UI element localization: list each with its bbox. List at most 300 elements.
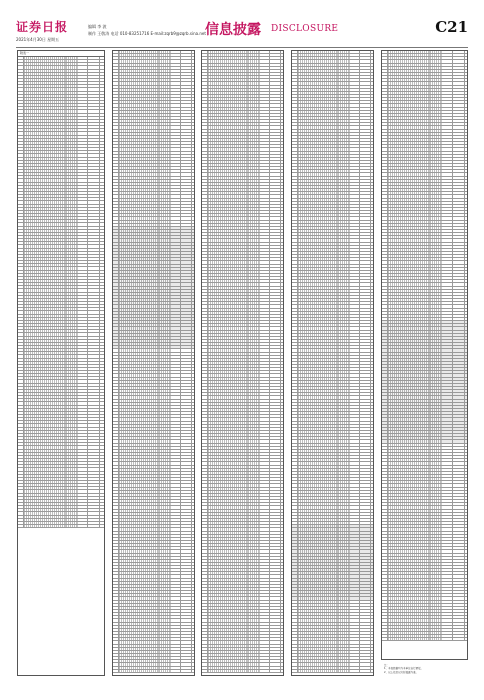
table-cell [88,377,100,379]
table-cell [171,202,181,204]
table-cell [119,309,159,311]
newspaper-logo: 证券日报 [16,20,69,34]
table-cell [171,327,181,329]
table-cell [208,246,248,248]
table-cell [78,453,88,455]
table-cell [171,400,181,402]
table-cell [430,111,442,113]
table-cell [270,120,281,122]
table-cell [350,619,360,621]
table-cell [159,660,171,662]
table-cell [388,258,430,260]
table-cell [270,199,281,201]
table-cell [171,381,181,383]
table-cell [119,519,159,521]
table-cell [88,261,100,263]
table-cell [78,136,88,138]
table-cell [350,654,360,656]
table-cell [66,277,78,279]
table-cell [430,117,442,119]
table-cell [430,265,442,267]
table-cell [88,63,100,65]
table-cell [260,271,270,273]
table-cell [88,296,100,298]
table-cell [248,626,260,628]
table-cell [159,252,171,254]
table-cell [159,663,171,665]
table-cell [270,503,281,505]
table-cell [208,233,248,235]
table-cell [78,92,88,94]
table-cell [248,651,260,653]
table-cell [181,648,192,650]
table-cell [442,104,453,106]
table-cell [248,183,260,185]
table-cell [338,180,350,182]
table-cell [350,453,360,455]
table-cell [248,158,260,160]
table-cell [350,572,360,574]
table-cell [260,626,270,628]
table-cell [338,227,350,229]
table-cell [208,299,248,301]
table-cell [430,318,442,320]
table-cell [171,579,181,581]
table-cell [78,424,88,426]
table-cell [360,334,371,336]
table-cell [119,607,159,609]
table-cell [88,330,100,332]
table-cell [181,409,192,411]
table-cell [350,510,360,512]
table-cell [430,274,442,276]
table-cell [171,641,181,643]
table-cell [270,368,281,370]
table-cell [270,337,281,339]
table-cell [171,522,181,524]
table-cell [88,456,100,458]
table-cell [66,311,78,313]
table-cell [248,582,260,584]
table-cell [453,183,465,185]
table-cell [338,431,350,433]
table-cell [66,173,78,175]
table-cell [66,66,78,68]
table-cell [78,352,88,354]
table-cell [338,340,350,342]
table-cell [338,217,350,219]
table-cell [360,67,371,69]
table-cell [350,368,360,370]
table-cell [181,654,192,656]
table-cell [442,133,453,135]
table-cell [270,469,281,471]
table-cell [270,494,281,496]
table-cell [442,183,453,185]
table-cell [388,305,430,307]
table-cell [66,114,78,116]
table-cell [171,456,181,458]
table-cell [159,579,171,581]
table-cell [388,239,430,241]
table-cell [360,293,371,295]
table-cell [88,198,100,200]
table-cell [270,422,281,424]
table-cell [119,346,159,348]
table-cell [260,98,270,100]
table-cell [442,199,453,201]
table-cell [119,89,159,91]
table-cell [298,92,338,94]
table-cell [171,199,181,201]
table-cell [430,277,442,279]
table-cell [350,409,360,411]
table-cell [298,64,338,66]
table-cell [208,619,248,621]
table-cell [248,428,260,430]
table-cell [338,522,350,524]
table-cell [430,299,442,301]
table-cell [350,315,360,317]
table-cell [171,246,181,248]
table-cell [119,321,159,323]
table-cell [159,173,171,175]
table-cell [208,95,248,97]
table-cell [66,453,78,455]
table-cell [260,503,270,505]
table-cell [66,465,78,467]
table-cell [171,177,181,179]
table-cell [181,296,192,298]
table-cell [360,610,371,612]
table-cell [350,60,360,62]
table-cell [119,180,159,182]
table-cell [453,114,465,116]
table-cell [24,494,66,496]
table-cell [388,170,430,172]
table-cell [78,107,88,109]
table-cell [298,638,338,640]
table-cell [181,349,192,351]
table-cell [88,478,100,480]
table-cell [248,64,260,66]
table-cell [430,161,442,163]
table-cell [119,657,159,659]
table-cell [248,92,260,94]
table-cell [270,221,281,223]
table-cell [388,299,430,301]
table-cell [181,425,192,427]
table-cell [208,346,248,348]
table-cell [248,462,260,464]
table-cell [88,107,100,109]
table-cell [260,126,270,128]
table-cell [119,261,159,263]
table-cell [453,70,465,72]
table-cell [181,563,192,565]
table-cell [388,214,430,216]
table-cell [388,280,430,282]
table-cell [208,158,248,160]
table-cell [430,89,442,91]
table-cell [88,280,100,282]
table-cell [159,510,171,512]
table-cell [260,513,270,515]
table-cell [24,249,66,251]
table-cell [171,667,181,669]
table-cell [24,481,66,483]
table-cell [350,186,360,188]
table-cell [171,312,181,314]
table-cell [270,123,281,125]
table-cell [181,635,192,637]
table-cell [360,528,371,530]
table-cell [430,246,442,248]
table-cell [270,82,281,84]
table-cell [66,239,78,241]
table-cell [338,130,350,132]
table-cell [350,554,360,556]
table-cell [248,258,260,260]
table-cell [208,249,248,251]
table-cell [208,519,248,521]
table-cell [270,126,281,128]
table-cell [430,167,442,169]
table-cell [181,221,192,223]
table-cell [260,123,270,125]
table-cell [360,158,371,160]
table-cell [24,258,66,260]
table-cell [360,472,371,474]
table-cell [208,557,248,559]
table-cell [298,651,338,653]
table-cell [171,632,181,634]
table-cell [66,384,78,386]
table-cell [338,500,350,502]
table-cell [338,82,350,84]
table-cell [350,221,360,223]
table-cell [24,321,66,323]
table-cell [442,296,453,298]
table-cell [442,126,453,128]
table-cell [159,227,171,229]
table-cell [208,469,248,471]
table-cell [119,447,159,449]
table-cell [88,176,100,178]
table-cell [453,51,465,53]
table-cell [159,290,171,292]
table-cell [119,381,159,383]
table-cell [181,638,192,640]
table-cell [298,246,338,248]
table-cell [119,205,159,207]
table-cell [159,403,171,405]
table-cell [270,396,281,398]
table-cell [159,456,171,458]
table-cell [181,431,192,433]
table-cell [270,334,281,336]
table-cell [298,560,338,562]
table-cell [159,274,171,276]
table-cell [181,164,192,166]
table-cell [171,274,181,276]
table-cell [260,192,270,194]
table-cell [260,597,270,599]
table-cell [270,444,281,446]
table-cell [270,152,281,154]
table-cell [453,95,465,97]
table-cell [208,563,248,565]
table-cell [338,224,350,226]
table-cell [338,268,350,270]
table-cell [430,202,442,204]
table-cell [298,195,338,197]
table-cell [78,465,88,467]
table-cell [88,142,100,144]
table-cell [24,500,66,502]
table-cell [24,509,66,511]
table-cell [181,76,192,78]
table-cell [260,575,270,577]
table-cell [338,208,350,210]
table-cell [208,271,248,273]
table-cell [171,597,181,599]
table-cell [350,579,360,581]
table-cell [453,249,465,251]
table-cell [78,283,88,285]
table-cell [270,230,281,232]
table-cell [181,246,192,248]
table-cell [208,183,248,185]
table-cell [171,120,181,122]
table-cell [360,516,371,518]
table-cell [338,95,350,97]
table-cell [270,654,281,656]
table-cell [78,374,88,376]
table-cell [260,265,270,267]
table-cell [208,343,248,345]
table-cell [430,180,442,182]
table-cell [298,302,338,304]
table-cell [171,444,181,446]
table-cell [119,403,159,405]
table-cell [171,648,181,650]
table-cell [260,180,270,182]
table-cell [248,422,260,424]
table-cell [260,569,270,571]
table-cell [360,271,371,273]
table-cell [159,670,171,672]
table-cell [88,465,100,467]
table-cell [248,475,260,477]
table-cell [119,343,159,345]
table-cell [360,450,371,452]
table-cell [66,136,78,138]
table-cell [350,550,360,552]
table-cell [260,161,270,163]
table-cell [298,645,338,647]
table-cell [119,488,159,490]
table-cell [88,252,100,254]
table-cell [338,544,350,546]
table-cell [248,469,260,471]
table-cell [119,315,159,317]
table-cell [88,85,100,87]
table-cell [181,365,192,367]
table-cell [360,638,371,640]
table-cell [159,177,171,179]
table-cell [360,409,371,411]
table-cell [248,353,260,355]
table-cell [360,566,371,568]
table-cell [350,396,360,398]
table-cell [159,550,171,552]
table-cell [350,249,360,251]
table-cell [298,356,338,358]
table-cell [388,92,430,94]
table-cell [88,245,100,247]
table-cell [181,136,192,138]
table-cell [298,660,338,662]
table-cell [171,142,181,144]
table-cell [350,422,360,424]
table-cell [260,211,270,213]
table-cell [78,101,88,103]
table-cell [350,353,360,355]
table-cell [208,227,248,229]
table-cell [260,343,270,345]
table-cell [442,164,453,166]
table-cell [360,481,371,483]
table-cell [338,243,350,245]
table-cell [159,374,171,376]
table-cell [119,601,159,603]
table-cell [338,629,350,631]
table-cell [260,258,270,260]
table-cell [181,456,192,458]
table-cell [248,195,260,197]
table-cell [338,563,350,565]
table-cell [453,287,465,289]
table-cell [119,638,159,640]
table-cell [159,189,171,191]
table-cell [208,126,248,128]
table-row [292,670,373,673]
table-cell [248,635,260,637]
table-cell [442,167,453,169]
table-cell [119,557,159,559]
table-cell [298,569,338,571]
table-cell [66,396,78,398]
table-cell [260,629,270,631]
table-cell [360,613,371,615]
table-cell [338,183,350,185]
table-cell [350,70,360,72]
table-cell [119,409,159,411]
table-cell [248,73,260,75]
table-cell [360,349,371,351]
table-cell [270,588,281,590]
table-cell [442,205,453,207]
table-cell [298,331,338,333]
table-cell [171,601,181,603]
table-cell [270,535,281,537]
table-cell [171,92,181,94]
table-cell [298,51,338,53]
table-cell [171,205,181,207]
table-cell [338,299,350,301]
table-cell [171,582,181,584]
